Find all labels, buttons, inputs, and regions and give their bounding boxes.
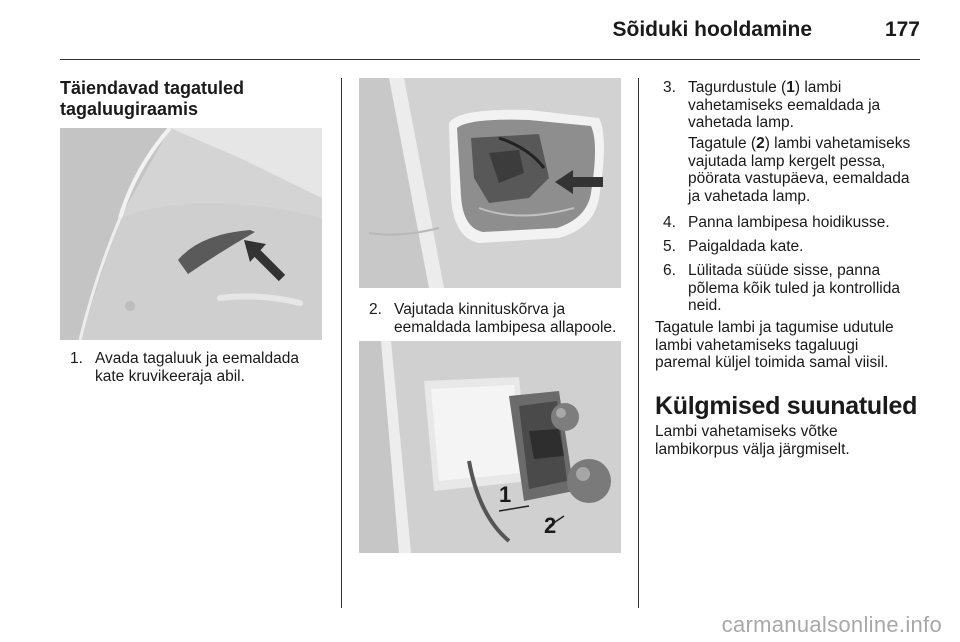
- tailgate-illustration: [60, 128, 322, 340]
- callout-1: 1: [499, 482, 512, 507]
- figure-tailgate-cover: [60, 128, 322, 340]
- running-header-title: Sõiduki hooldamine: [612, 18, 812, 41]
- section-heading-side-indicators: Külgmised suunatuled: [655, 392, 918, 420]
- header-rule: [60, 59, 920, 60]
- column-divider-2: [638, 78, 639, 608]
- page-number: 177: [884, 18, 920, 41]
- bulbs-illustration: [359, 341, 621, 553]
- step-3: 3. Tagurdustule (1) lambi vahetamiseks eemaldada ja vahetada lamp. Tagatule (2) lambi vahetamiseks vajutada lamp kergelt pessa, pöörata vastupäeva, eemaldada ja vahetada lamp.: [663, 79, 911, 205]
- paragraph-other-side: Tagatule lambi ja tagumise udutule lambi vahetamiseks tagaluugi paremal küljel toimida samal viisil.: [655, 319, 894, 371]
- column-divider-1: [341, 78, 342, 608]
- figure-lamp-socket: [359, 78, 621, 288]
- section-heading: Täiendavad tagatuled tagaluugiraamis: [60, 78, 245, 119]
- callout-2: 2: [544, 513, 557, 538]
- figure-bulbs: [359, 341, 621, 553]
- paragraph-side-indicators: Lambi vahetamiseks võtke lambikorpus välja järgmiselt.: [655, 423, 850, 458]
- watermark: carmanualsonline.info: [721, 612, 942, 637]
- step-3-substep: Tagatule (2) lambi vahetamiseks vajutada lamp kergelt pessa, pöörata vastupäeva, eemaldada ja vahetada lamp.: [688, 135, 911, 205]
- lamp-socket-illustration: [359, 78, 621, 288]
